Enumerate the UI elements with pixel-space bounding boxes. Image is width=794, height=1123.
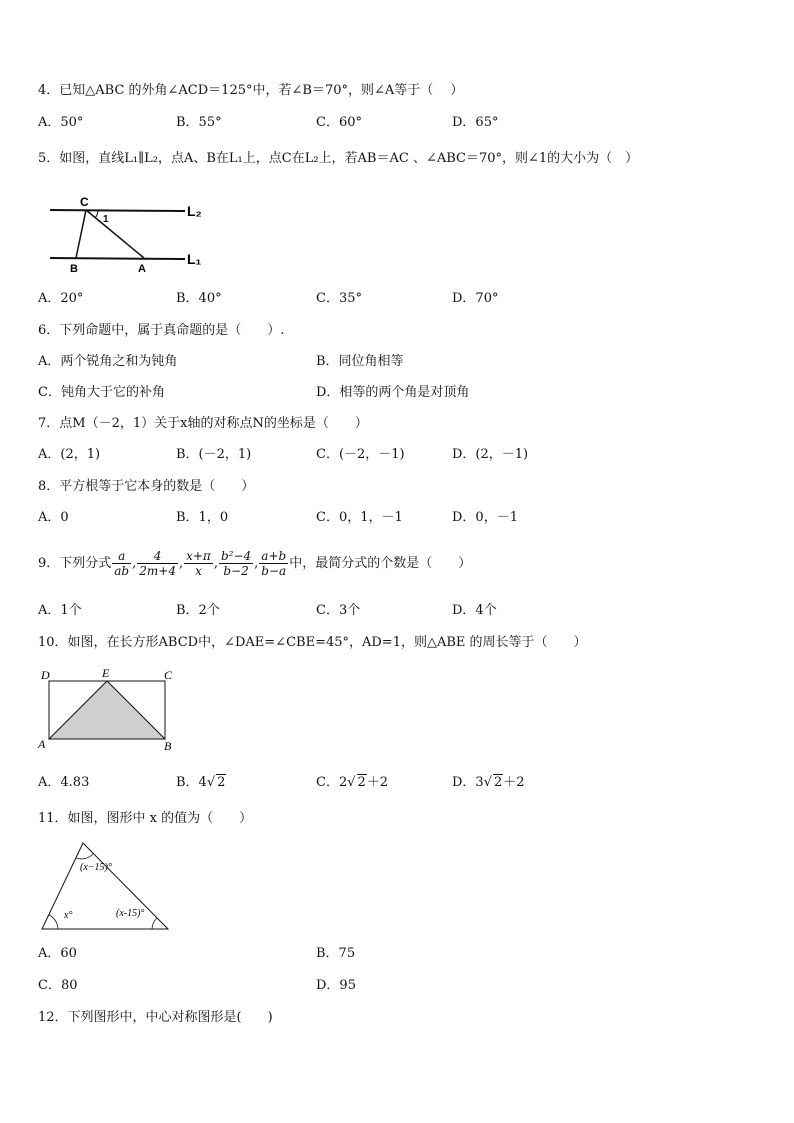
q9-suffix: 中，最简分式的个数是（ ） [289,556,472,571]
q5-option-a: A．20° [38,291,84,306]
radicand: 2 [494,775,503,790]
angle-right-arc [152,918,157,929]
q8-option-c: C．0，1，－1 [316,510,403,525]
label-c: C [164,668,173,682]
triangle-abe [49,681,165,739]
q9-stem: 9．下列分式 $\frac{a}{ab}$ , $\frac{4}{2m+4}$ , $\frac{x+\pi}{x}$ , $\frac{\text{b²−4}}{b-2}$ , $\frac{a+b}{b-a}$ 中，最简分式的个数是（ ） [38,549,472,578]
denominator: 2m+4 [139,564,176,578]
numerator: 4 [137,549,178,564]
q7-option-a: A．(2，1) [38,447,101,462]
q4-option-c: C．60° [316,115,362,130]
option-suffix: ＋2 [503,775,525,790]
q10-figure-rectangle [36,666,186,756]
option-prefix: D．3 [452,775,484,790]
q11-option-d: D．95 [316,978,356,993]
q9-option-b: B．2个 [176,603,220,618]
q9-fraction-5 [259,549,288,578]
label-c: C [80,195,89,209]
radicand: 2 [217,775,226,790]
q7-stem: 7．点M（－2，1）关于x轴的对称点N的坐标是（ ） [38,416,368,431]
q9-option-d: D．4个 [452,603,497,618]
label-d: D [41,668,50,682]
label-l1: L₁ [187,251,202,267]
option-prefix: C．2 [316,775,348,790]
q5-figure-parallel-lines [40,190,220,280]
numerator: a [112,549,131,564]
numerator: x+π [186,549,211,563]
q9-fraction-4 [219,549,253,578]
label-b: B [164,739,172,753]
q6-option-d: D．相等的两个角是对顶角 [316,385,470,400]
q10-option-b: B．4√ 2 [176,775,226,790]
q8-option-a: A．0 [38,510,69,525]
q6-option-a: A．两个锐角之和为钝角 [38,354,178,369]
q7-option-d: D．(2，－1) [452,447,529,462]
q11-stem: 11．如图，图形中 x 的值为（ ） [38,811,253,826]
numerator: a+b [261,549,287,563]
segment-ca [86,210,144,258]
option-prefix: B．4 [176,775,207,790]
segment-cb [76,210,86,258]
label-left-angle: x° [64,910,73,921]
q9-fraction-3 [184,549,213,578]
q4-option-a: A．50° [38,115,84,130]
label-a: A [138,263,146,275]
q9-option-c: C．3个 [316,603,361,618]
q4-option-b: B．55° [176,115,222,130]
q6-option-b: B．同位角相等 [316,354,404,369]
q8-option-d: D．0，－1 [452,510,518,525]
label-1: 1 [103,214,109,225]
q10-stem: 10．如图，在长方形ABCD中，∠DAE=∠CBE=45°，AD=1，则△ABE 的周长等于（ ） [38,635,587,650]
q9-fraction-2 [137,549,178,578]
q4-option-d: D．65° [452,115,499,130]
q10-option-d: D．3√ 2＋2 [452,775,525,790]
denominator: b−2 [223,564,249,578]
q10-option-a: A．4.83 [38,775,90,790]
label-top-angle: (x−15)° [80,862,112,873]
q7-option-b: B．(－2，1) [176,447,252,462]
q10-option-c: C．2√ 2＋2 [316,775,389,790]
q11-option-c: C．80 [38,978,78,993]
label-e: E [102,666,110,680]
q5-option-c: C．35° [316,291,362,306]
triangle [42,843,168,929]
q11-option-a: A．60 [38,946,77,961]
denominator: x [195,564,202,578]
angle-top-arc [76,854,93,859]
q8-stem: 8．平方根等于它本身的数是（ ） [38,479,255,494]
q12-stem: 12．下列图形中，中心对称图形是( ) [38,1010,273,1025]
label-l2: L₂ [187,203,202,219]
numerator: b²−4 [220,549,252,563]
q9-prefix: 9．下列分式 [38,556,112,571]
label-b: B [70,263,78,275]
q5-stem: 5．如图，直线L₁∥L₂，点A、B在L₁上，点C在L₂上，若AB＝AC 、∠ABC＝70°，则∠1的大小为（ ） [38,151,639,166]
q4-stem: 4．已知△ABC 的外角∠ACD＝125°中，若∠B＝70°，则∠A等于（ ） [38,83,464,98]
q5-option-b: B．40° [176,291,222,306]
q6-option-c: C．钝角大于它的补角 [38,385,165,400]
q7-option-c: C．(－2，－1) [316,447,405,462]
q9-fraction-1 [112,549,131,578]
line-l1 [50,258,185,259]
denominator: ab [114,564,130,578]
angle-left-arc [49,915,58,929]
denominator: b−a [261,564,287,578]
q6-stem: 6．下列命题中，属于真命题的是（ ）. [38,323,285,338]
label-a: A [38,737,46,751]
q8-option-b: B．1，0 [176,510,229,525]
line-l2 [50,210,185,211]
q11-option-b: B．75 [316,946,356,961]
radicand: 2 [357,775,366,790]
label-right-angle: (x-15)° [116,908,145,919]
option-suffix: ＋2 [366,775,389,790]
q5-option-d: D．70° [452,291,499,306]
q9-option-a: A．1个 [38,603,82,618]
q11-figure-triangle [36,838,176,934]
